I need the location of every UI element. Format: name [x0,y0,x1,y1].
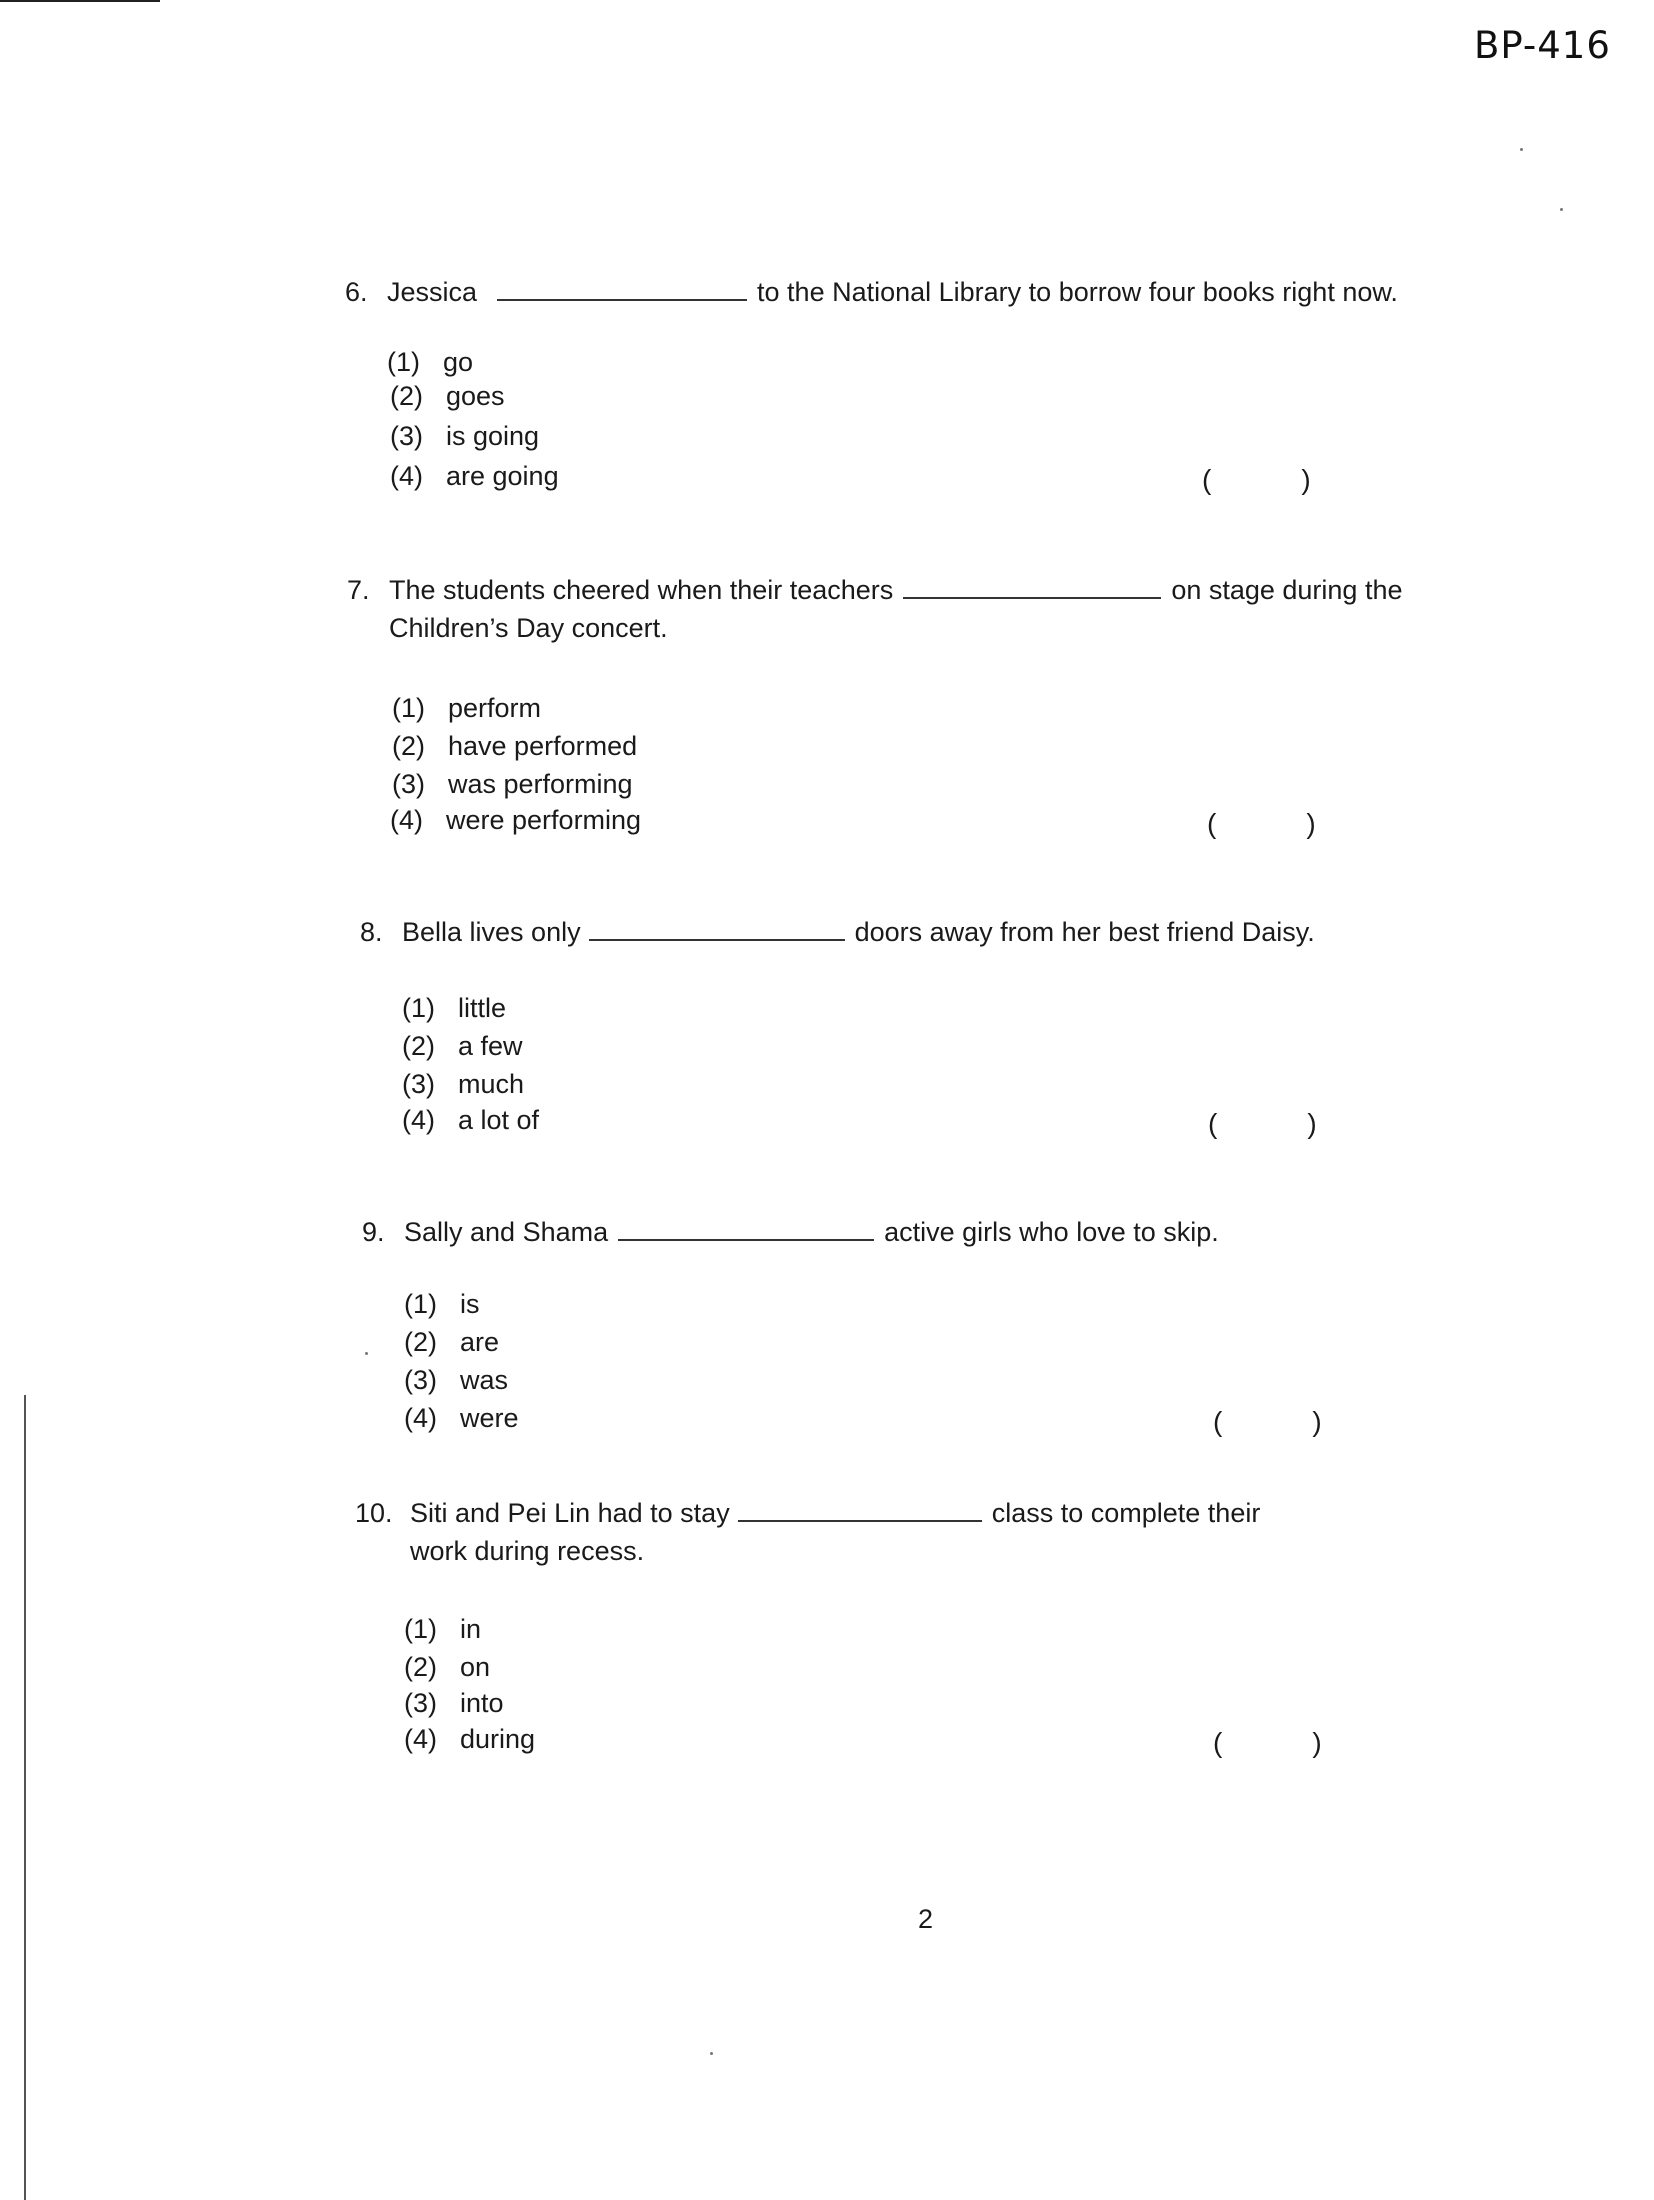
option-1[interactable]: (1) perform [392,693,542,723]
option-2[interactable]: (2) goes [390,381,505,411]
question-stem [389,574,1403,606]
question-stem [410,1497,1260,1529]
answer-box[interactable]: ( ) [1213,1727,1322,1758]
stem-before-blank: Jessica [387,277,478,307]
answer-blank[interactable] [738,1520,982,1522]
option-4[interactable]: (4) during [404,1724,536,1754]
answer-box[interactable]: ( ) [1207,808,1316,839]
answer-box[interactable]: ( ) [1208,1108,1317,1139]
answer-box[interactable]: ( ) [1202,464,1311,495]
option-4[interactable]: (4) were [404,1403,519,1433]
scan-speck [710,2052,713,2055]
option-3[interactable]: (3) was performing [392,769,633,799]
option-4[interactable]: (4) are going [390,461,559,491]
stem-after-blank: class to complete their [991,1498,1261,1528]
question-stem-continued: Children’s Day concert. [389,613,668,643]
stem-before-blank: Sally and Shama [404,1217,609,1247]
top-rule [0,0,160,2]
option-3[interactable]: (3) much [402,1069,525,1099]
option-3[interactable]: (3) is going [390,421,540,451]
scan-speck [1520,148,1523,151]
question-stem [404,1216,1219,1248]
stem-before-blank: Bella lives only [402,917,581,947]
question-number: 10. [355,1498,393,1528]
answer-blank[interactable] [903,597,1161,599]
left-margin-rule [24,1395,26,2200]
answer-blank[interactable] [497,299,747,301]
option-1[interactable]: (1) is [404,1289,480,1319]
option-4[interactable]: (4) a lot of [402,1105,540,1135]
question-number: 6. [345,277,368,307]
option-2[interactable]: (2) have performed [392,731,638,761]
option-2[interactable]: (2) a few [402,1031,523,1061]
stem-after-blank: on stage during the [1171,575,1403,605]
scan-speck [365,1352,368,1355]
stem-after-blank: active girls who love to skip. [884,1217,1219,1247]
option-3[interactable]: (3) into [404,1688,504,1718]
page-number: 2 [918,1904,934,1934]
option-1[interactable]: (1) go [387,347,474,377]
option-2[interactable]: (2) are [404,1327,500,1357]
stem-before-blank: The students cheered when their teachers [389,575,894,605]
option-4[interactable]: (4) were performing [390,805,642,835]
option-1[interactable]: (1) in [404,1614,482,1644]
scan-speck [1560,208,1563,211]
stem-before-blank: Siti and Pei Lin had to stay [410,1498,730,1528]
question-stem [402,916,1315,948]
question-number: 8. [360,917,383,947]
question-number: 7. [347,575,370,605]
question-stem-continued: work during recess. [410,1536,645,1566]
option-3[interactable]: (3) was [404,1365,509,1395]
stem-after-blank: doors away from her best friend Daisy. [854,917,1315,947]
stem-after-blank: to the National Library to borrow four books right now. [757,277,1398,307]
answer-box[interactable]: ( ) [1213,1406,1322,1437]
question-number: 9. [362,1217,385,1247]
option-2[interactable]: (2) on [404,1652,491,1682]
question-stem [387,276,1398,308]
option-1[interactable]: (1) little [402,993,507,1023]
answer-blank[interactable] [589,939,845,941]
answer-blank[interactable] [618,1239,874,1241]
document-code: BP-416 [1474,24,1611,67]
